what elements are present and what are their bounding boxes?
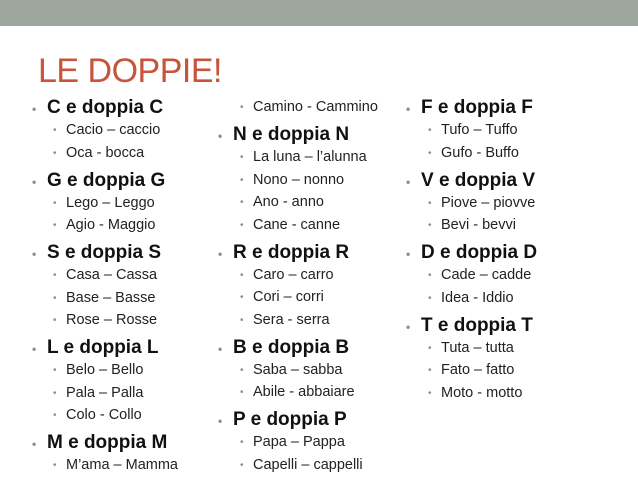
word-pair-text: Camino - Cammino	[253, 99, 378, 115]
bullet-icon: •	[240, 102, 244, 113]
section-heading	[406, 97, 533, 119]
section-heading-text: R e doppia R	[233, 241, 350, 263]
word-pair-text: Casa – Cassa	[66, 267, 158, 283]
section-heading-text: F e doppia F	[421, 97, 533, 118]
bullet-icon: •	[53, 387, 57, 399]
section-heading	[218, 241, 350, 264]
section-heading-text: P e doppia P	[233, 409, 347, 430]
word-pair-text: Pala – Palla	[66, 384, 144, 401]
bullet-icon: •	[240, 219, 244, 231]
word-pair-item	[53, 194, 155, 211]
bullet-icon: •	[240, 152, 244, 163]
bullet-icon: •	[406, 102, 411, 116]
section-heading	[406, 169, 536, 192]
section-heading	[32, 432, 168, 454]
bullet-icon: •	[428, 125, 432, 136]
word-pair-text: Cacio – caccio	[66, 122, 161, 138]
bullet-icon: •	[32, 342, 37, 356]
word-pair-text: Cade – cadde	[441, 267, 532, 283]
word-pair-item	[53, 362, 144, 378]
bullet-icon: •	[53, 292, 57, 304]
section-heading-text: N e doppia N	[233, 124, 350, 145]
word-pair-item	[428, 384, 523, 401]
word-pair-text: La luna – l’alunna	[253, 149, 367, 165]
word-pair-text: Belo – Bello	[66, 362, 144, 378]
bullet-icon: •	[406, 247, 411, 261]
word-pair-item	[240, 194, 324, 210]
bullet-icon: •	[53, 315, 57, 326]
word-pair-text: M’ama – Mamma	[66, 457, 178, 473]
bullet-icon: •	[218, 246, 223, 261]
word-pair-text: Oca - bocca	[66, 144, 145, 161]
bullet-icon: •	[53, 197, 57, 209]
word-pair-text: Colo - Collo	[66, 407, 142, 423]
word-pair-item	[240, 311, 330, 328]
bullet-icon: •	[240, 292, 244, 303]
word-pair-item	[428, 289, 514, 306]
bullet-icon: •	[428, 220, 432, 231]
word-pair-text: Bevi - bevvi	[441, 217, 516, 233]
word-pair-item	[240, 289, 324, 305]
bullet-icon: •	[53, 147, 57, 159]
word-pair-text: Abile - abbaiare	[253, 384, 355, 400]
bullet-icon: •	[218, 341, 223, 356]
word-pair-text: Moto - motto	[441, 384, 523, 401]
word-pair-item	[53, 312, 158, 328]
word-pair-item	[53, 384, 144, 401]
word-pair-text: Ano - anno	[253, 194, 324, 210]
word-pair-item	[428, 267, 532, 283]
bullet-icon: •	[240, 174, 244, 186]
bullet-icon: •	[53, 365, 57, 376]
section-heading	[406, 242, 538, 264]
word-pair-item	[240, 456, 363, 473]
word-pair-item	[428, 194, 536, 211]
word-pair-item	[240, 149, 367, 165]
bullet-icon: •	[32, 437, 37, 451]
word-pair-text: Piove – piovve	[441, 194, 536, 211]
bullet-icon: •	[428, 197, 432, 209]
word-pair-item	[53, 217, 156, 233]
word-pair-text: Tufo – Tuffo	[441, 122, 518, 138]
bullet-icon: •	[240, 269, 244, 281]
bullet-icon: •	[428, 387, 432, 399]
section-heading	[32, 242, 162, 264]
word-pair-text: Agio - Maggio	[66, 217, 156, 233]
word-pair-item	[53, 267, 158, 283]
section-heading-text: D e doppia D	[421, 242, 538, 263]
bullet-icon: •	[53, 125, 57, 136]
word-pair-text: Papa – Pappa	[253, 434, 345, 450]
bullet-icon: •	[428, 365, 432, 376]
bullet-icon: •	[32, 247, 37, 261]
word-pair-text: Lego – Leggo	[66, 194, 155, 211]
word-pair-text: Tuta – tutta	[441, 339, 514, 356]
word-pair-text: Nono – nonno	[253, 171, 345, 188]
section-heading	[32, 97, 164, 119]
section-heading-text: C e doppia C	[47, 97, 164, 118]
word-pair-text: Gufo - Buffo	[441, 144, 519, 161]
word-pair-text: Idea - Iddio	[441, 289, 514, 306]
word-pair-item	[240, 384, 355, 400]
word-pair-text: Fato – fatto	[441, 362, 515, 378]
word-pair-text: Caro – carro	[253, 266, 334, 283]
slide-title: LE DOPPIE!	[38, 52, 222, 90]
section-heading-text: M e doppia M	[47, 432, 168, 453]
word-pair-text: Saba – sabba	[253, 361, 343, 378]
word-pair-item	[240, 99, 378, 115]
bullet-icon: •	[240, 314, 244, 326]
section-heading	[218, 336, 350, 359]
bullet-icon: •	[53, 270, 57, 281]
word-pair-item	[428, 144, 519, 161]
bullet-icon: •	[240, 459, 244, 471]
word-pair-item	[53, 144, 145, 161]
section-heading-text: S e doppia S	[47, 242, 162, 263]
section-heading	[406, 314, 533, 337]
section-heading	[32, 169, 166, 192]
bullet-icon: •	[406, 174, 411, 189]
word-pair-item	[53, 407, 142, 423]
word-pair-text: Capelli – cappelli	[253, 456, 363, 473]
bullet-icon: •	[240, 364, 244, 376]
section-heading	[218, 124, 350, 146]
word-pair-item	[240, 361, 343, 378]
word-pair-item	[428, 339, 514, 356]
word-pair-item	[53, 289, 156, 306]
bullet-icon: •	[218, 129, 223, 143]
top-decorative-bar	[0, 0, 638, 26]
word-pair-item	[428, 122, 518, 138]
bullet-icon: •	[428, 342, 432, 354]
section-heading-text: V e doppia V	[421, 169, 536, 191]
word-pair-text: Cori – corri	[253, 289, 324, 305]
bullet-icon: •	[240, 387, 244, 398]
word-pair-item	[428, 217, 516, 233]
bullet-icon: •	[53, 460, 57, 471]
word-pair-text: Cane - canne	[253, 216, 341, 233]
word-pair-item	[240, 171, 345, 188]
bullet-icon: •	[240, 197, 244, 208]
bullet-icon: •	[32, 102, 37, 116]
bullet-icon: •	[240, 437, 244, 448]
bullet-icon: •	[428, 292, 432, 304]
bullet-icon: •	[53, 410, 57, 421]
word-pair-item	[240, 266, 334, 283]
word-pair-item	[53, 122, 161, 138]
section-heading-text: B e doppia B	[233, 336, 350, 358]
section-heading	[32, 337, 159, 359]
word-pair-item	[240, 216, 341, 233]
word-pair-text: Sera - serra	[253, 311, 330, 328]
word-pair-text: Rose – Rosse	[66, 312, 158, 328]
word-pair-item	[240, 434, 345, 450]
word-pair-text: Base – Basse	[66, 289, 156, 306]
section-heading	[218, 409, 347, 431]
bullet-icon: •	[428, 147, 432, 159]
section-heading-text: T e doppia T	[421, 314, 533, 336]
section-heading-text: G e doppia G	[47, 169, 166, 191]
bullet-icon: •	[53, 220, 57, 231]
word-pair-item	[428, 362, 515, 378]
bullet-icon: •	[406, 319, 411, 334]
bullet-icon: •	[218, 414, 223, 428]
bullet-icon: •	[32, 174, 37, 189]
bullet-icon: •	[428, 270, 432, 281]
word-pair-item	[53, 457, 178, 473]
section-heading-text: L e doppia L	[47, 337, 159, 358]
